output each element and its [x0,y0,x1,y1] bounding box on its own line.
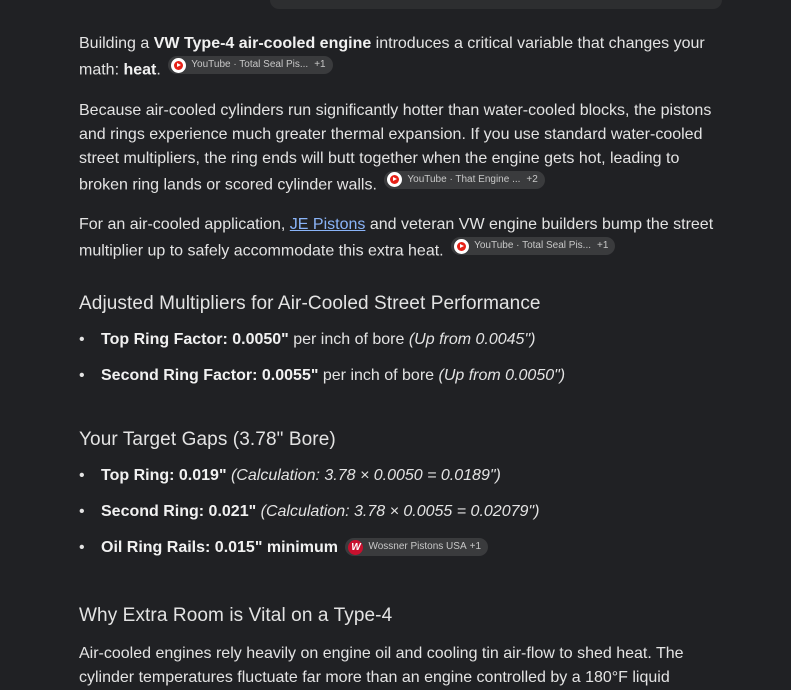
list-item: • Top Ring: 0.019" (Calculation: 3.78 × 0.0050 = 0.0189") [79,464,731,488]
list-item: • Top Ring Factor: 0.0050" per inch of bore (Up from 0.0045") [79,328,731,352]
list-item: • Second Ring: 0.021" (Calculation: 3.78 × 0.0055 = 0.02079") [79,500,731,524]
section-heading: Adjusted Multipliers for Air-Cooled Street Performance [79,292,541,314]
thermal-paragraph: Because air-cooled cylinders run significantly hotter than water-cooled blocks, the pistons and rings experience much greater thermal expansion. If you use standard water-cooled street multipliers, the ring ends will butt together when the engine gets hot, leading to broken ring lands or scored cylinder walls. YouTube · That Engine ... +2 [79,101,712,193]
wossner-icon: W [348,540,363,555]
multiplier-list [79,328,731,388]
youtube-icon [454,239,469,254]
multiplier-paragraph: For an air-cooled application, JE Pistons and veteran VW engine builders bump the street multiplier up to safely accommodate this extra heat. YouTube · Total Seal Pis... +1 [79,216,714,260]
intro-paragraph: Building a VW Type-4 air-cooled engine introduces a critical variable that changes your math: heat. YouTube · Total Seal Pis... +1 [79,35,705,79]
response-content [79,32,731,690]
top-input-bar [270,0,722,9]
youtube-icon [171,58,186,73]
vital-paragraph: Air-cooled engines rely heavily on engine oil and cooling tin air-flow to shed heat. The cylinder temperatures fluctuate far more than an engine controlled by a 180°F liquid [79,644,684,686]
target-gaps-list [79,464,731,560]
section-heading: Your Target Gaps (3.78" Bore) [79,428,336,450]
je-pistons-link[interactable]: JE Pistons [289,216,366,233]
list-item: • Oil Ring Rails: 0.015" minimum W Wossner Pistons USA +1 [79,536,731,560]
youtube-icon [387,172,402,187]
source-chip[interactable]: YouTube · Total Seal Pis... +1 [451,237,615,255]
source-chip[interactable]: YouTube · That Engine ... +2 [384,171,544,189]
section-heading: Why Extra Room is Vital on a Type-4 [79,604,393,626]
list-item: • Second Ring Factor: 0.0055" per inch of bore (Up from 0.0050") [79,364,731,388]
source-chip[interactable]: W Wossner Pistons USA +1 [345,538,488,556]
source-chip[interactable]: YouTube · Total Seal Pis... +1 [168,56,332,74]
